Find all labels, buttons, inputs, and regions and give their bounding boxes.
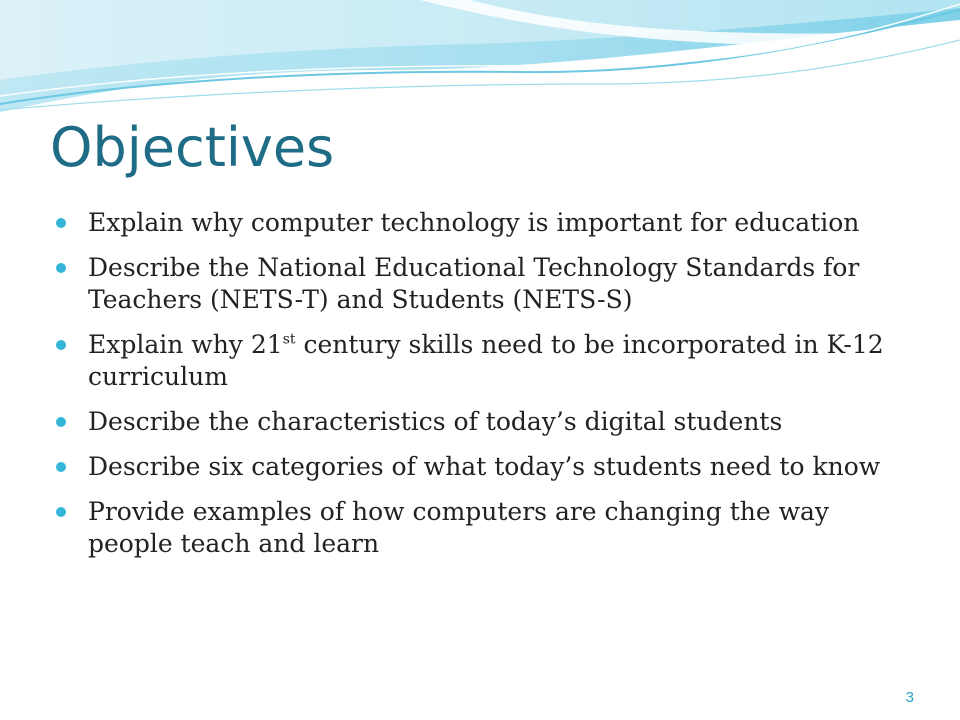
bullet-dot-icon	[56, 507, 66, 517]
bullet-text: Describe the characteristics of today’s digital students	[88, 407, 783, 436]
objectives-list	[56, 207, 896, 573]
list-item	[56, 451, 896, 483]
list-item	[56, 252, 896, 316]
list-item	[56, 406, 896, 438]
bullet-text: Describe six categories of what today’s students need to know	[88, 452, 881, 481]
bullet-text	[88, 330, 884, 391]
page-number: 3	[905, 689, 914, 706]
bullet-text-before: Explain why 21	[88, 330, 283, 359]
bullet-dot-icon	[56, 263, 66, 273]
bullet-text: Provide examples of how computers are changing the way people teach and learn	[88, 497, 830, 558]
list-item	[56, 496, 896, 560]
bullet-dot-icon	[56, 218, 66, 228]
bullet-dot-icon	[56, 340, 66, 350]
bullet-text-after: century skills need to be incorporated in K-12 curriculum	[88, 330, 884, 391]
bullet-text: Explain why computer technology is important for education	[88, 208, 860, 237]
bullet-text: Describe the National Educational Technology Standards for Teachers (NETS-T) and Students (NETS-S)	[88, 253, 860, 314]
list-item	[56, 207, 896, 239]
bullet-superscript: st	[282, 331, 296, 348]
bullet-dot-icon	[56, 462, 66, 472]
header-wave-decoration	[0, 0, 960, 130]
slide-title: Objectives	[50, 116, 335, 179]
list-item	[56, 329, 896, 393]
bullet-dot-icon	[56, 417, 66, 427]
